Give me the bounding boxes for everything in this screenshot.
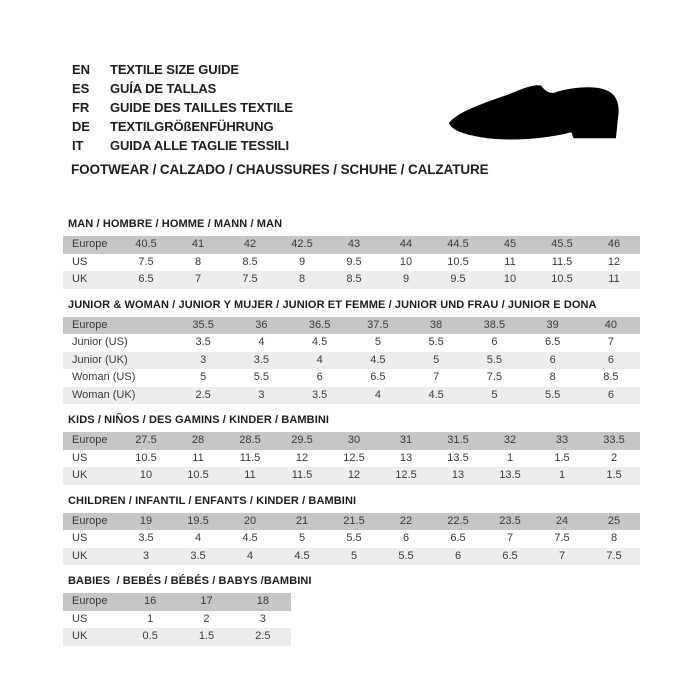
size-cell: 8: [549, 371, 556, 384]
size-cell: 7.5: [606, 549, 622, 562]
size-cell: 11: [244, 469, 256, 482]
size-cell: 38: [430, 318, 443, 331]
row-label: Europe: [72, 238, 108, 251]
size-cell: 5.5: [544, 388, 561, 401]
row-label: Europe: [72, 595, 108, 608]
language-label: TEXTILE SIZE GUIDE: [110, 62, 239, 77]
size-cell: 2.5: [255, 630, 271, 643]
size-cell: 5: [298, 532, 306, 545]
size-cell: 12.5: [395, 469, 417, 482]
size-cell: 29.5: [291, 434, 313, 447]
size-cell: 19: [139, 514, 153, 527]
size-cell: 4.5: [370, 353, 386, 366]
size-cell: 7: [558, 549, 566, 562]
size-cell: 4.5: [242, 532, 258, 545]
size-cell: 21: [295, 514, 309, 527]
size-cell: 3: [200, 353, 207, 366]
size-cell: 8.5: [346, 273, 362, 286]
language-code: ES: [72, 81, 90, 96]
size-cell: 5.5: [398, 549, 414, 562]
size-cell: 5.5: [346, 532, 362, 545]
size-row: [63, 369, 640, 387]
size-cell: 5: [433, 353, 440, 366]
row-label: Woman (US): [72, 371, 136, 384]
language-label: GUÍA DE TALLAS: [110, 81, 217, 96]
size-row: [63, 271, 640, 289]
size-cell: 10: [503, 273, 517, 286]
size-cell: 6: [549, 353, 556, 366]
row-label: Woman (UK): [72, 388, 136, 401]
size-cell: 6: [316, 371, 323, 384]
size-header-row: [63, 593, 291, 611]
size-cell: 2.5: [195, 388, 211, 401]
size-cell: 6: [454, 549, 462, 562]
size-cell: 6: [491, 336, 498, 349]
size-cell: 16: [144, 595, 157, 608]
size-cell: 8.5: [242, 255, 258, 268]
size-cell: 10: [139, 469, 153, 482]
size-cell: 4: [258, 336, 265, 349]
size-cell: 9: [402, 273, 410, 286]
size-cell: 3.5: [195, 336, 211, 349]
shoe-icon: [447, 82, 621, 144]
size-cell: 1: [558, 469, 566, 482]
size-cell: 22.5: [447, 514, 469, 527]
language-row: [72, 60, 293, 79]
language-code: DE: [72, 119, 90, 134]
size-row: [63, 254, 640, 272]
size-row: [63, 352, 640, 370]
size-cell: 12: [607, 255, 621, 268]
row-label: Junior (UK): [72, 353, 128, 366]
size-cell: 7: [433, 371, 440, 384]
size-cell: 5: [350, 549, 358, 562]
size-cell: 36: [255, 318, 268, 331]
size-header-row: [63, 317, 640, 335]
size-cell: 31.5: [447, 434, 469, 447]
size-cell: 44.5: [447, 238, 469, 251]
size-cell: 7.5: [242, 273, 258, 286]
row-label: Europe: [72, 514, 108, 527]
language-label: GUIDA ALLE TAGLIE TESSILI: [110, 138, 290, 153]
size-cell: 6: [402, 532, 410, 545]
size-cell: 12: [347, 469, 361, 482]
size-cell: 21.5: [343, 514, 365, 527]
size-row: [63, 548, 640, 566]
size-cell: 4: [316, 353, 323, 366]
size-cell: 4: [194, 532, 202, 545]
size-cell: 6.5: [450, 532, 466, 545]
language-code: EN: [72, 62, 90, 77]
size-table-man: [63, 218, 640, 289]
language-row: [72, 79, 293, 98]
language-label: GUIDE DES TAILLES TEXTILE: [110, 100, 293, 115]
size-cell: 28.5: [239, 434, 261, 447]
row-label: US: [72, 612, 88, 625]
size-cell: 1: [506, 451, 514, 464]
size-cell: 11.5: [551, 255, 573, 268]
size-cell: 19.5: [187, 514, 209, 527]
language-code: IT: [72, 138, 84, 153]
size-cell: 4.5: [428, 388, 444, 401]
table-title-kids: KIDS / NIÑOS / DES GAMINS / KINDER / BAMBINI: [68, 414, 330, 426]
size-cell: 10.5: [551, 273, 573, 286]
size-cell: 5.5: [428, 336, 444, 349]
size-cell: 44: [399, 238, 413, 251]
size-cell: 27.5: [135, 434, 157, 447]
size-cell: 38.5: [483, 318, 506, 331]
size-cell: 11: [192, 451, 204, 464]
size-cell: 6: [607, 388, 614, 401]
size-cell: 6.5: [138, 273, 154, 286]
language-title-list: [72, 60, 293, 155]
table-title-man: MAN / HOMBRE / HOMME / MANN / MAN: [68, 218, 283, 230]
size-cell: 3.5: [253, 353, 270, 366]
size-cell: 13.5: [447, 451, 469, 464]
size-cell: 4: [246, 549, 254, 562]
size-cell: 42.5: [291, 238, 313, 251]
table-title-babies: BABIES / BEBÉS / BÉBÉS / BABYS /BAMBINI: [68, 575, 312, 587]
language-row: [72, 98, 293, 117]
size-cell: 0.5: [142, 630, 158, 643]
size-row: [63, 530, 640, 548]
size-cell: 13: [451, 469, 465, 482]
size-header-row: [63, 432, 640, 450]
size-cell: 13.5: [499, 469, 521, 482]
size-row: [63, 450, 640, 468]
row-label: UK: [72, 273, 88, 286]
size-table: [63, 317, 640, 405]
size-cell: 2: [610, 451, 618, 464]
size-cell: 24: [555, 514, 569, 527]
size-cell: 20: [243, 514, 257, 527]
size-cell: 7: [506, 532, 514, 545]
size-cell: 4.5: [294, 549, 310, 562]
row-label: US: [72, 532, 88, 545]
size-cell: 12.5: [343, 451, 365, 464]
row-label: US: [72, 255, 88, 268]
size-cell: 6.5: [370, 371, 386, 384]
size-cell: 25: [607, 514, 621, 527]
size-cell: 7.5: [554, 532, 570, 545]
language-row: [72, 117, 293, 136]
size-cell: 32: [503, 434, 517, 447]
size-cell: 3.5: [190, 549, 206, 562]
size-cell: 10: [399, 255, 413, 268]
size-cell: 37.5: [367, 318, 389, 331]
size-cell: 1.5: [606, 469, 622, 482]
row-label: Europe: [72, 434, 108, 447]
size-cell: 9: [298, 255, 306, 268]
size-row: [63, 611, 291, 629]
size-header-row: [63, 236, 640, 254]
row-label: UK: [72, 469, 88, 482]
size-cell: 46: [607, 238, 621, 251]
row-label: Europe: [72, 318, 108, 331]
size-cell: 5.5: [253, 371, 270, 384]
size-cell: 8: [610, 532, 618, 545]
size-cell: 8: [298, 273, 306, 286]
row-label: Junior (US): [72, 336, 128, 349]
row-label: UK: [72, 549, 88, 562]
size-cell: 5: [374, 336, 381, 349]
size-cell: 12: [295, 451, 309, 464]
table-title-junior-woman: JUNIOR & WOMAN / JUNIOR Y MUJER / JUNIOR ET FEMME / JUNIOR UND FRAU / JUNIOR E DONA: [68, 298, 597, 311]
size-cell: 4: [374, 388, 381, 401]
size-cell: 3: [258, 388, 265, 401]
size-cell: 3: [259, 612, 266, 625]
size-cell: 10.5: [187, 469, 209, 482]
size-cell: 39: [546, 318, 559, 331]
size-cell: 3.5: [138, 532, 154, 545]
size-tables: [63, 218, 640, 656]
size-cell: 9.5: [346, 255, 362, 268]
size-cell: 40: [604, 318, 617, 331]
size-cell: 7: [194, 273, 202, 286]
size-table-children: [63, 495, 640, 566]
size-cell: 1.5: [198, 630, 215, 643]
size-cell: 42: [243, 238, 257, 251]
table-title-children: CHILDREN / INFANTIL / ENFANTS / KINDER / BAMBINI: [68, 494, 357, 507]
size-cell: 22: [399, 514, 413, 527]
size-cell: 1: [147, 612, 154, 625]
size-cell: 2: [203, 612, 210, 625]
category-heading: FOOTWEAR / CALZADO / CHAUSSURES / SCHUHE / CALZATURE: [71, 162, 489, 177]
size-cell: 1.5: [554, 451, 570, 464]
size-cell: 18: [256, 595, 269, 608]
size-header-row: [63, 513, 640, 531]
size-cell: 4.5: [311, 336, 328, 349]
size-table: [63, 236, 640, 289]
language-row: [72, 136, 293, 155]
size-cell: 45: [503, 238, 517, 251]
size-cell: 6.5: [544, 336, 561, 349]
size-cell: 5: [200, 371, 207, 384]
size-cell: 11.5: [239, 451, 261, 464]
size-cell: 28: [191, 434, 205, 447]
size-cell: 36.5: [308, 318, 331, 331]
size-cell: 9.5: [450, 273, 466, 286]
size-cell: 6.5: [502, 549, 518, 562]
language-code: FR: [72, 100, 90, 115]
row-label: US: [72, 451, 88, 464]
size-cell: 13: [399, 451, 413, 464]
size-cell: 10.5: [135, 451, 157, 464]
size-cell: 5: [491, 388, 498, 401]
size-cell: 41: [191, 238, 205, 251]
size-cell: 17: [200, 595, 213, 608]
size-cell: 31: [399, 434, 413, 447]
size-table-babies: [63, 575, 640, 646]
size-cell: 30: [347, 434, 361, 447]
size-cell: 11: [608, 273, 620, 286]
language-label: TEXTILGRÖßENFÜHRUNG: [110, 119, 274, 134]
size-cell: 6: [607, 353, 614, 366]
size-cell: 3.5: [311, 388, 328, 401]
size-table-junior-woman: [63, 299, 640, 405]
size-table: [63, 593, 291, 646]
size-row: [63, 628, 291, 646]
row-label: UK: [72, 630, 88, 643]
size-cell: 33.5: [603, 434, 625, 447]
size-row: [63, 467, 640, 485]
size-cell: 40.5: [135, 238, 157, 251]
size-cell: 8: [194, 255, 202, 268]
size-cell: 3: [142, 549, 150, 562]
size-cell: 45.5: [551, 238, 573, 251]
size-table: [63, 432, 640, 485]
size-cell: 35.5: [192, 318, 214, 331]
size-row: [63, 334, 640, 352]
size-row: [63, 387, 640, 405]
size-table: [63, 513, 640, 566]
size-cell: 7.5: [138, 255, 154, 268]
size-cell: 43: [347, 238, 361, 251]
size-cell: 5.5: [486, 353, 503, 366]
size-cell: 23.5: [499, 514, 521, 527]
size-cell: 10.5: [447, 255, 469, 268]
size-cell: 33: [555, 434, 569, 447]
size-table-kids: [63, 414, 640, 485]
size-cell: 11.5: [291, 469, 313, 482]
size-cell: 11: [504, 255, 516, 268]
size-cell: 7.5: [486, 371, 503, 384]
size-cell: 8.5: [603, 371, 619, 384]
size-cell: 7: [607, 336, 614, 349]
